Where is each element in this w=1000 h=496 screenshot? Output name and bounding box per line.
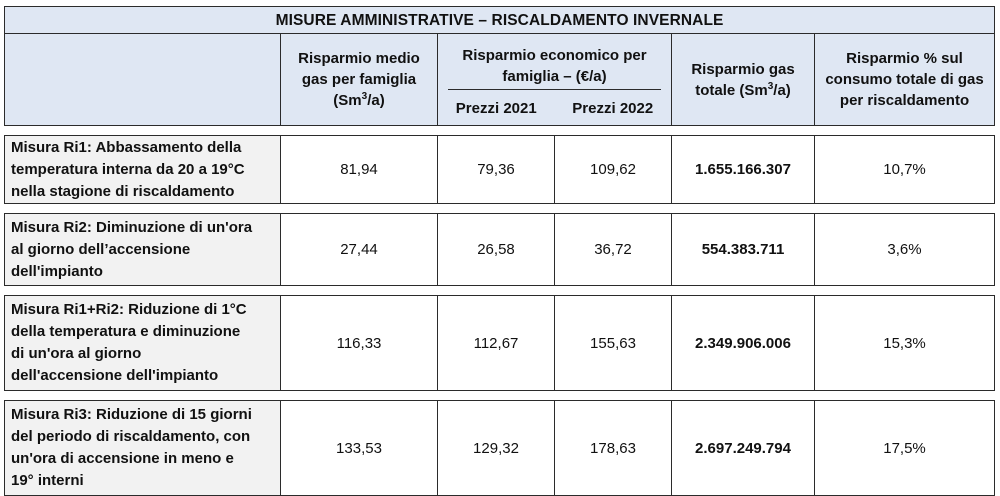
header-economic-saving-subcols (438, 98, 671, 119)
header-economic-saving-group (438, 34, 672, 126)
cell-eur-2022: 36,72 (555, 214, 672, 286)
measure-label (5, 136, 281, 204)
table-row (5, 214, 995, 286)
cell-percent: 10,7% (815, 136, 995, 204)
cell-percent: 3,6% (815, 214, 995, 286)
row-spacer (5, 391, 995, 401)
measures-table (4, 6, 995, 496)
measure-label-line: Misura Ri1+Ri2: Riduzione di 1°C (11, 301, 247, 318)
cell-gas-per-family: 133,53 (281, 401, 438, 496)
measure-label (5, 401, 281, 496)
cell-eur-2021: 129,32 (438, 401, 555, 496)
cell-gas-total: 554.383.711 (672, 214, 815, 286)
measure-label-line: 19° interni (11, 472, 84, 489)
row-spacer (5, 286, 995, 296)
cell-eur-2022: 178,63 (555, 401, 672, 496)
header-gas-per-family-unit: (Sm$^3$/a) (333, 91, 385, 109)
table-row (5, 401, 995, 496)
cell-gas-total: 2.349.906.006 (672, 296, 815, 391)
header-percent-saving: Risparmio % sul consumo totale di gas per riscaldamento (815, 34, 995, 126)
measure-label-line: Misura Ri2: Diminuzione di un'ora (11, 218, 253, 236)
cell-percent: 15,3% (815, 296, 995, 391)
header-total-gas-saving: Risparmio gas totale (Sm$^3$/a) (672, 34, 815, 126)
header-empty-cell (5, 34, 281, 126)
header-prices-2022: Prezzi 2022 (572, 99, 654, 117)
measure-label-line: dell'accensione dell'impianto (11, 367, 219, 384)
measure-label-line: un'ora di accensione in meno e (11, 450, 234, 467)
cell-gas-per-family: 27,44 (281, 214, 438, 286)
cell-eur-2021: 112,67 (438, 296, 555, 391)
header-gas-per-family-line1: Risparmio medio (298, 50, 420, 67)
cell-percent: 17,5% (815, 401, 995, 496)
header-gas-per-family (281, 34, 438, 126)
row-spacer (5, 126, 995, 136)
cell-eur-2021: 26,58 (438, 214, 555, 286)
measure-label-line: temperatura interna da 20 a 19°C (11, 160, 245, 178)
measure-label (5, 214, 281, 286)
measure-label-line: di un'ora al giorno (11, 345, 142, 362)
cell-eur-2021: 79,36 (438, 136, 555, 204)
measure-label-line: del periodo di riscaldamento, con (11, 428, 251, 445)
measure-label-line: al giorno dell’accensione (11, 240, 191, 258)
table-row (5, 136, 995, 204)
cell-gas-per-family: 116,33 (281, 296, 438, 391)
measure-label-line: dell'impianto (11, 262, 103, 280)
measure-label (5, 296, 281, 391)
cell-gas-total: 2.697.249.794 (672, 401, 815, 496)
measure-label-line: Misura Ri3: Riduzione di 15 giorni (11, 406, 252, 423)
header-economic-saving-title: Risparmio economico per famiglia – (€/a) (448, 45, 661, 90)
cell-eur-2022: 109,62 (555, 136, 672, 204)
cell-gas-per-family: 81,94 (281, 136, 438, 204)
measure-label-line: nella stagione di riscaldamento (11, 182, 235, 200)
measure-label-line: della temperatura e diminuzione (11, 323, 241, 340)
row-spacer (5, 204, 995, 214)
measure-label-line: Misura Ri1: Abbassamento della (11, 138, 242, 156)
cell-eur-2022: 155,63 (555, 296, 672, 391)
header-gas-per-family-line2: gas per famiglia (301, 71, 417, 88)
table-row (5, 296, 995, 391)
cell-gas-total: 1.655.166.307 (672, 136, 815, 204)
header-prices-2021: Prezzi 2021 (455, 99, 537, 117)
table-title: MISURE AMMINISTRATIVE – RISCALDAMENTO INVERNALE (5, 7, 995, 34)
